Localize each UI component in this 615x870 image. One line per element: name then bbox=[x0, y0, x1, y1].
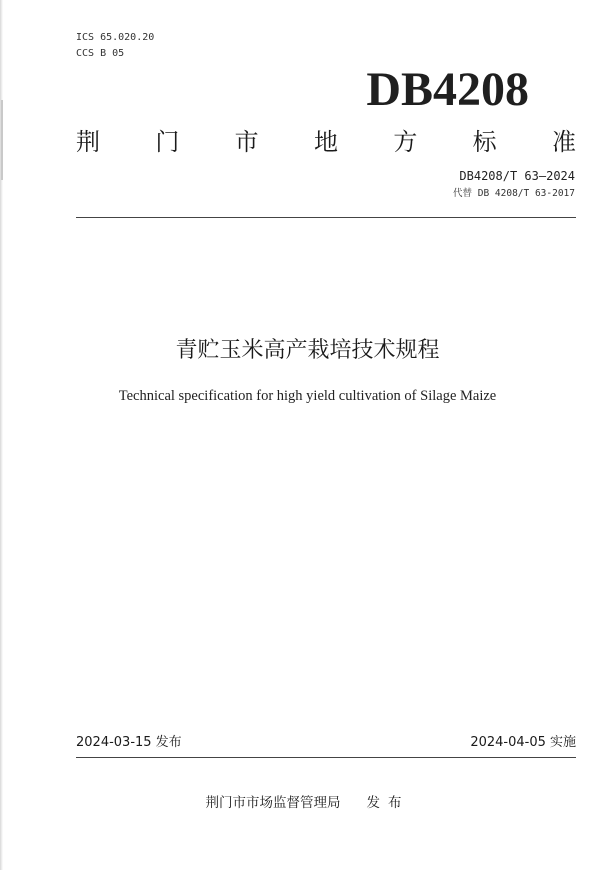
implementation-date: 2024-04-05 实施 bbox=[470, 735, 576, 750]
replaces-standard: 代替 DB 4208/T 63-2017 bbox=[453, 188, 575, 199]
ccs-code: CCS B 05 bbox=[76, 48, 125, 59]
publisher-name: 荆门市市场监督管理局 bbox=[205, 795, 341, 811]
standard-type-char: 标 bbox=[472, 128, 497, 156]
publisher-action: 发布 bbox=[366, 795, 410, 811]
scan-mark bbox=[1, 100, 3, 180]
ics-code: ICS 65.020.20 bbox=[76, 32, 155, 43]
standard-number: DB4208/T 63—2024 bbox=[459, 169, 575, 183]
chinese-title: 青贮玉米高产栽培技术规程 bbox=[175, 338, 440, 363]
classification-block bbox=[76, 30, 154, 62]
standard-type-char: 方 bbox=[393, 128, 418, 156]
standard-type-char: 市 bbox=[234, 128, 259, 156]
standard-type-char: 准 bbox=[551, 128, 576, 156]
top-divider bbox=[76, 217, 576, 218]
english-title: Technical specification for high yield cultivation of Silage Maize bbox=[118, 388, 497, 404]
db-logo: DB4208 bbox=[366, 63, 529, 116]
issue-date: 2024-03-15 发布 bbox=[76, 735, 182, 750]
publisher-line bbox=[0, 793, 615, 813]
standard-type-char: 门 bbox=[155, 128, 180, 156]
standard-type-heading bbox=[76, 126, 576, 158]
standard-type-char: 荆 bbox=[76, 128, 100, 156]
bottom-divider bbox=[76, 757, 576, 758]
standard-type-char: 地 bbox=[313, 128, 338, 156]
